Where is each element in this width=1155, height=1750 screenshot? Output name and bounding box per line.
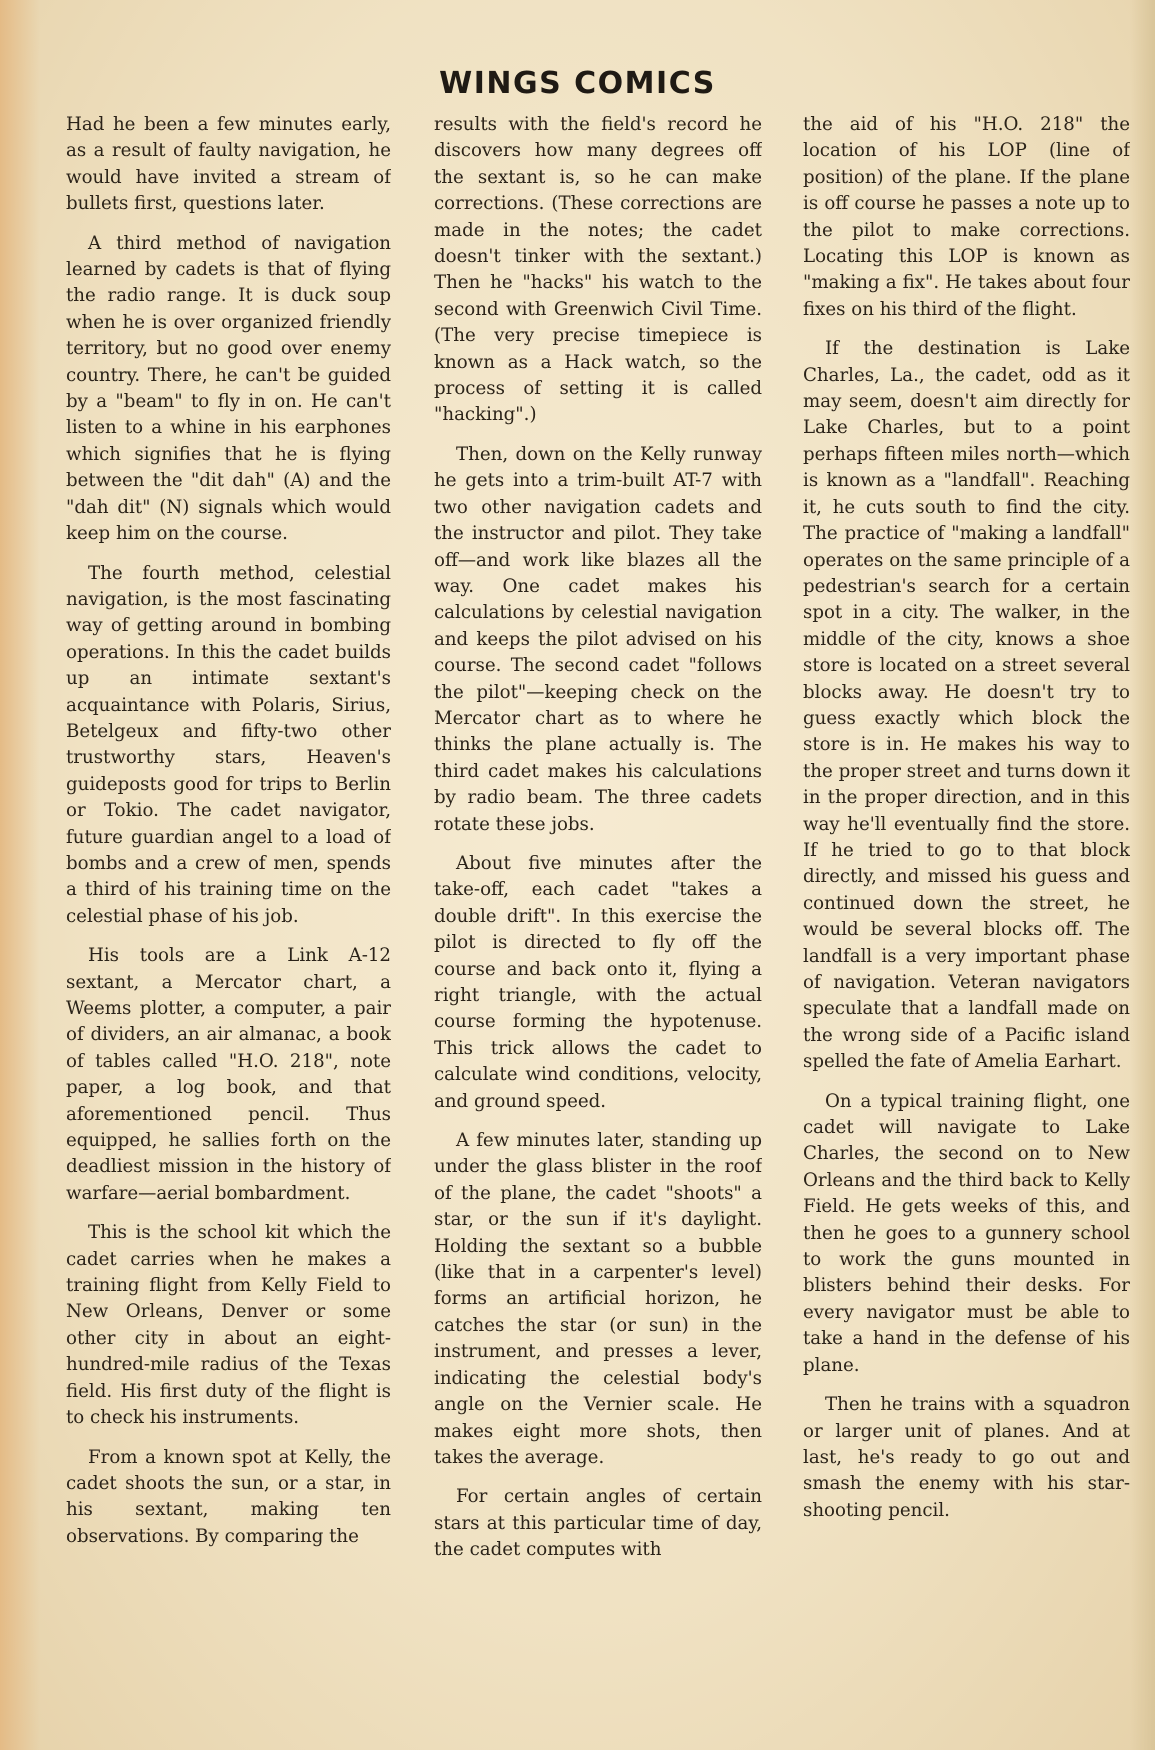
paragraph: If the destination is Lake Charles, La., the cadet, odd as it may seem, doesn't aim directly for Lake Charles, but to a point perhaps fifteen miles north—which is known as a "landfall". Reaching it, he cuts south to find the city. The practice of "making a landfall" operates on the same principle of a pedestrian's search for a certain spot in a city. The walker, in the middle of the city, knows a shoe store is located on a street several blocks away. He doesn't try to guess exactly which block the store is in. He makes his way to the proper street and turns down it in the proper direction, and in this way he'll eventually find the store. If he tried to go to that block directly, and missed his guess and continued down the street, he would be several blocks off. The landfall is a very important phase of navigation. Veteran navigators speculate that a landfall made on the wrong side of a Pacific island spelled the fate of Amelia Earhart. — [803, 338, 1130, 1073]
paragraph: His tools are a Link A-12 sextant, a Mercator chart, a Weems plotter, a computer, a pair of dividers, an air almanac, a book of tables called "H.O. 218", note paper, a log book, and that aforementioned pencil. Thus equipped, he sallies forth on the deadliest mission in the history of warfare—aerial bombardment. — [66, 945, 391, 1204]
text-column-3 — [803, 112, 1130, 1672]
paragraph: On a typical training flight, one cadet will navigate to Lake Charles, the second on to New Orleans and the third back to Kelly Field. He gets weeks of this, and then he goes to a gunnery school to work the guns mounted in blisters behind their desks. For every navigator must be able to take a hand in the defense of his plane. — [803, 1090, 1130, 1376]
paragraph: the aid of his "H.O. 218" the location of his LOP (line of position) of the plane. If the plane is off course he passes a note up to the pilot to make corrections. Locating this LOP is known as "making a fix". He takes about four fixes on his third of the flight. — [803, 114, 1130, 320]
page-header: WINGS COMICS — [439, 66, 716, 101]
text-column-2 — [434, 112, 762, 1672]
paragraph: This is the school kit which the cadet carries when he makes a training flight from Kelly Field to New Orleans, Denver or some other city in about an eight-hundred-mile radius of the Texas field. His first duty of the flight is to check his instruments. — [66, 1222, 391, 1429]
paragraph: Then, down on the Kelly runway he gets into a trim-built AT-7 with two other navigation cadets and the instructor and pilot. They take off—and work like blazes all the way. One cadet makes his calculations by celestial navigation and keeps the pilot advised on his course. The second cadet "follows the pilot"—keeping check on the Mercator chart as to where he thinks the plane actually is. The third cadet makes his calculations by radio beam. The three cadets rotate these jobs. — [434, 443, 762, 835]
text-column-1 — [66, 112, 391, 1672]
paragraph: A few minutes later, standing up under the glass blister in the roof of the plane, the cadet "shoots" a star, or the sun if it's daylight. Holding the sextant so a bubble (like that in a carpenter's level) forms an artificial horizon, he catches the star (or sun) in the instrument, and presses a lever, indicating the celestial body's angle on the Vernier scale. He makes eight more shots, then takes the average. — [434, 1130, 762, 1468]
paragraph: Then he trains with a squadron or larger unit of planes. And at last, he's ready to go out and smash the enemy with his star-shooting pencil. — [803, 1394, 1130, 1521]
paragraph: About five minutes after the take-off, each cadet "takes a double drift". In this exercise the pilot is directed to fly off the course and back onto it, flying a right triangle, with the actual course forming the hypotenuse. This trick allows the cadet to calculate wind conditions, velocity, and ground speed. — [434, 852, 762, 1112]
paragraph: From a known spot at Kelly, the cadet shoots the sun, or a star, in his sextant, making ten observations. By comparing the — [66, 1446, 391, 1547]
paragraph: For certain angles of certain stars at this particular time of day, the cadet computes with — [434, 1486, 762, 1561]
paragraph: The fourth method, celestial navigation, is the most fascinating way of getting around in bombing operations. In this the cadet builds up an intimate sextant's acquaintance with Polaris, Sirius, Betelgeux and fifty-two other trustworthy stars, Heaven's guideposts good for trips to Berlin or Tokio. The cadet navigator, future guardian angel to a load of bombs and a crew of men, spends a third of his training time on the celestial phase of his job. — [66, 562, 391, 927]
paragraph: A third method of navigation learned by cadets is that of flying the radio range. It is duck soup when he is over organized friendly territory, but no good over enemy country. There, he can't be guided by a "beam" to fly in on. He can't listen to a whine in his earphones which signifies that he is flying between the "dit dah" (A) and the "dah dit" (N) signals which would keep him on the course. — [66, 232, 391, 545]
paragraph: results with the field's record he discovers how many degrees off the sextant is, so he can make corrections. (These corrections are made in the notes; the cadet doesn't tinker with the sextant.) Then he "hacks" his watch to the second with Greenwich Civil Time. (The very precise timepiece is known as a Hack watch, so the process of setting it is called "hacking".) — [434, 114, 762, 426]
paragraph: Had he been a few minutes early, as a result of faulty navigation, he would have invited a stream of bullets first, questions later. — [66, 114, 391, 215]
